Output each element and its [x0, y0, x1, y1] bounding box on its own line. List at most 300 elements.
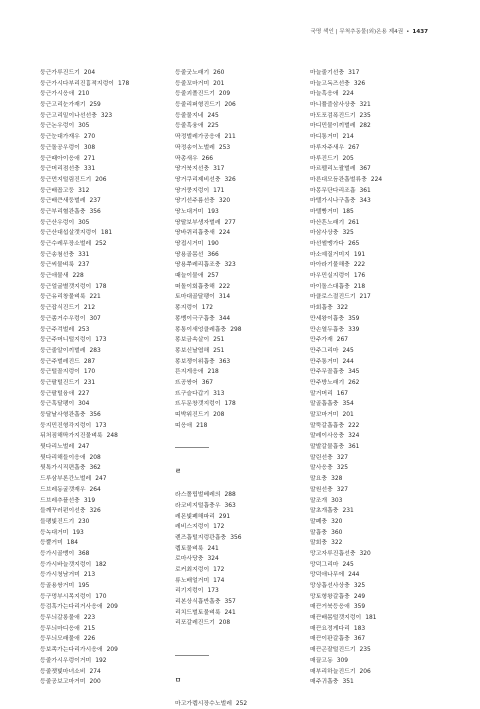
index-entry	[175, 68, 305, 79]
index-entry-term: 둥근애물새	[40, 273, 68, 279]
index-entry-page: 320	[219, 198, 230, 204]
index-entry-page: 326	[90, 508, 101, 514]
index-entry-term: 둥근때아이응애	[40, 156, 80, 162]
index-entry-page: 271	[84, 156, 95, 162]
index-entry	[40, 453, 170, 464]
index-entry-term: 둥근머리점선충	[40, 166, 80, 172]
index-entry-term: 말골흡흡충	[310, 401, 338, 407]
index-entry	[175, 597, 305, 608]
index-entry	[175, 100, 305, 111]
index-entry-page: 214	[342, 134, 353, 140]
spacer	[175, 688, 305, 699]
index-entry	[310, 463, 440, 474]
index-entry	[40, 121, 170, 132]
index-entry-page: 213	[84, 572, 95, 578]
index-entry-term: 똥통이새엉클레흡충	[175, 327, 226, 333]
index-entry-term: 둥지민진형각지렁이	[40, 423, 91, 429]
index-entry	[175, 303, 305, 314]
index-entry-term: 마루자주새우	[310, 145, 344, 151]
index-entry	[175, 260, 305, 271]
index-entry-page: 227	[78, 391, 89, 397]
index-entry-page: 231	[84, 380, 95, 386]
index-entry-term: 마디민물이끼벌레	[310, 123, 356, 129]
index-entry-page: 328	[331, 476, 342, 482]
index-entry-term: 류노배얼거미	[175, 578, 209, 584]
index-entry-page: 314	[219, 294, 230, 300]
index-entry-term: 로마사당충	[175, 556, 203, 562]
index-entry-page: 367	[354, 636, 365, 642]
index-entry-term: 둥달날사형관흡충	[40, 412, 86, 418]
index-entry	[175, 335, 305, 346]
index-entry	[310, 228, 440, 239]
index-entry	[310, 656, 440, 667]
index-entry-page: 262	[348, 380, 359, 386]
index-entry-term: 땅딸보부생자벌레	[175, 220, 221, 226]
index-entry-term: 땅기선주름선충	[175, 198, 215, 204]
index-entry	[175, 228, 305, 239]
index-entry	[310, 132, 440, 143]
index-entry	[40, 100, 170, 111]
index-entry	[175, 143, 305, 154]
index-entry	[310, 389, 440, 400]
index-entry-term: 땅용골몸선	[175, 252, 203, 258]
page-number: 1437	[412, 29, 428, 35]
index-entry	[310, 453, 440, 464]
index-entry	[40, 602, 170, 613]
index-entry	[310, 218, 440, 229]
index-entry-page: 245	[342, 348, 353, 354]
index-entry-term: 매끈거북등응애	[310, 604, 350, 610]
index-entry-term: 딱총새우	[175, 156, 198, 162]
index-entry-term: 둥근주벌레진드	[40, 359, 80, 365]
index-entry	[40, 656, 170, 667]
index-entry-page: 224	[371, 177, 382, 183]
index-entry	[175, 608, 305, 619]
index-entry-page: 184	[67, 540, 78, 546]
index-entry-page: 226	[84, 636, 95, 642]
index-entry-page: 356	[230, 535, 241, 541]
index-entry-page: 247	[78, 444, 89, 450]
index-entry-page: 201	[213, 81, 224, 87]
index-entry-term: 등가시바늘갯지렁이	[40, 562, 91, 568]
index-entry-term: 말뚝갈흡흡충	[310, 423, 344, 429]
index-entry-term: 망상흡선사상충	[310, 583, 350, 589]
index-entry	[310, 325, 440, 336]
index-entry-term: 마도포검폭진드기	[310, 113, 356, 119]
index-entry-page: 201	[342, 412, 353, 418]
index-entry-page: 323	[225, 262, 236, 268]
index-entry	[310, 634, 440, 645]
index-entry-term: 둥근씨물벼룩	[40, 262, 74, 268]
index-entry	[310, 121, 440, 132]
index-entry-page: 204	[84, 70, 95, 76]
index-column-2	[175, 68, 305, 709]
index-entry-term: 로커최지렁이	[175, 567, 209, 573]
header-title: 국명 색인 | 무척추동물(외)온용 제4권	[311, 29, 404, 35]
index-entry	[310, 399, 440, 410]
index-entry	[175, 132, 305, 143]
index-entry-term: 등줄꼬마거미	[175, 81, 209, 87]
index-entry-term: 딱정벌레가공응애	[175, 134, 221, 140]
index-entry	[40, 367, 170, 378]
index-entry-term: 마우민실지렁이	[310, 273, 350, 279]
index-entry-term: 똥보금속살이	[175, 337, 209, 343]
index-entry-page: 225	[207, 123, 218, 129]
index-entry-page: 326	[354, 81, 365, 87]
index-entry	[40, 325, 170, 336]
index-entry-page: 170	[84, 369, 95, 375]
index-entry-term: 매끈요정게다리	[310, 626, 350, 632]
index-entry-page: 265	[348, 241, 359, 247]
index-entry-page: 357	[225, 599, 236, 605]
index-entry-term: 마늘줄기선충	[310, 70, 344, 76]
index-entry-page: 206	[95, 177, 106, 183]
index-entry	[40, 549, 170, 560]
index-entry-term: 등줄가시우렁이거미	[40, 658, 91, 664]
index-entry-term: 뒷톡가시직편흡충	[40, 465, 86, 471]
index-entry-term: 만주통거미	[310, 359, 338, 365]
index-entry-term: 둥근고리눈가재기	[40, 102, 86, 108]
index-entry-page: 326	[225, 177, 236, 183]
index-entry-page: 327	[337, 487, 348, 493]
index-entry-term: 등뿔거미	[40, 540, 63, 546]
index-entry-term: 리포갈레진드기	[175, 620, 215, 626]
index-entry	[40, 79, 170, 90]
index-entry	[40, 292, 170, 303]
index-entry	[40, 303, 170, 314]
index-entry-term: 마늘흑응애	[310, 91, 338, 97]
index-entry	[40, 442, 170, 453]
index-entry	[40, 282, 170, 293]
index-entry-page: 362	[90, 465, 101, 471]
header-separator: •	[406, 29, 409, 35]
index-entry	[40, 410, 170, 421]
index-entry	[310, 303, 440, 314]
index-entry	[175, 565, 305, 576]
index-entry-page: 208	[90, 455, 101, 461]
index-entry	[310, 421, 440, 432]
index-entry	[310, 250, 440, 261]
index-entry-page: 222	[348, 423, 359, 429]
index-entry	[40, 207, 170, 218]
index-entry-term: 렌즈흡털지렁관흡충	[175, 535, 226, 541]
index-entry-page: 367	[202, 380, 213, 386]
index-entry	[175, 121, 305, 132]
index-entry-page: 261	[348, 220, 359, 226]
index-entry-term: 뒷다리해들이응애	[40, 455, 86, 461]
index-entry-term: 둥근가루진드기	[40, 70, 80, 76]
index-entry	[175, 533, 305, 544]
index-entry-term: 망덕애나무에	[310, 572, 344, 578]
index-entry-page: 298	[230, 327, 241, 333]
index-entry	[175, 421, 305, 432]
index-entry-page: 249	[354, 594, 365, 600]
index-entry	[175, 250, 305, 261]
index-entry-term: 만주무꼴흡충	[310, 369, 344, 375]
index-entry-page: 206	[225, 102, 236, 108]
index-entry-term: 렙토물벼룩	[175, 546, 203, 552]
index-entry-term: 만손열두흡충	[310, 327, 344, 333]
index-entry	[175, 512, 305, 523]
index-entry-term: 뜬지게응애	[175, 369, 203, 375]
index-entry-term: 마니퓰즐삼사상충	[310, 102, 356, 108]
index-entry	[310, 164, 440, 175]
index-entry-page: 368	[78, 551, 89, 557]
index-entry	[40, 335, 170, 346]
index-entry	[310, 431, 440, 442]
index-entry-page: 356	[90, 412, 101, 418]
index-entry	[175, 699, 305, 709]
index-entry	[40, 624, 170, 635]
index-entry-term: 라스폴립벌베레의	[175, 492, 221, 498]
index-entry-page: 252	[95, 241, 106, 247]
index-entry-page: 361	[360, 188, 371, 194]
index-entry-page: 251	[213, 348, 224, 354]
index-entry-page: 305	[78, 123, 89, 129]
index-entry-page: 171	[213, 188, 224, 194]
index-entry-term: 둥근산우렁이	[40, 220, 74, 226]
index-entry-term: 리본상식흡반흡충	[175, 599, 221, 605]
index-entry-term: 둥근주걱벌레	[40, 327, 74, 333]
index-entry-term: 마소예질거미지	[310, 252, 350, 258]
index-entry	[40, 560, 170, 571]
index-entry-term: 등검혹가는다리거사응애	[40, 604, 103, 610]
index-entry-term: 마클로스절진드기	[310, 294, 356, 300]
index-entry-term: 등보족가는다리가시응애	[40, 647, 103, 653]
index-entry-term: 등줄굿노래기	[175, 70, 209, 76]
index-entry	[175, 544, 305, 555]
index-entry-term: 뒤처짐해딱가지진물벼룩	[40, 433, 103, 439]
index-entry-page: 247	[95, 476, 106, 482]
index-entry-page: 327	[337, 455, 348, 461]
index-entry-term: 떠돌이회흡충해	[175, 284, 215, 290]
index-entry	[310, 271, 440, 282]
index-entry-page: 305	[78, 220, 89, 226]
index-entry-term: 말꼬마거미	[310, 412, 338, 418]
index-entry-page: 325	[342, 230, 353, 236]
index-entry	[40, 667, 170, 678]
index-entry	[40, 538, 170, 549]
index-column-3	[310, 68, 440, 688]
index-entry-page: 209	[107, 647, 118, 653]
index-entry-page: 313	[213, 391, 224, 397]
index-entry	[175, 282, 305, 293]
spacer	[175, 453, 305, 464]
index-entry	[40, 506, 170, 517]
index-entry-page: 287	[84, 359, 95, 365]
index-entry	[310, 367, 440, 378]
index-entry-page: 241	[207, 546, 218, 552]
index-entry-page: 351	[342, 679, 353, 685]
index-entry-page: 324	[207, 556, 218, 562]
index-entry-page: 308	[84, 145, 95, 151]
running-header	[311, 27, 428, 35]
index-entry-page: 191	[354, 252, 365, 258]
index-entry-page: 215	[84, 626, 95, 632]
index-entry	[310, 143, 440, 154]
index-entry-term: 둥근유리창물벼룩	[40, 294, 86, 300]
index-entry-term: 뜨두문창갯지렁이	[175, 401, 221, 407]
index-entry-term: 말회충	[310, 540, 327, 546]
index-entry	[310, 89, 440, 100]
index-entry-page: 210	[78, 91, 89, 97]
index-entry	[40, 570, 170, 581]
index-entry	[175, 618, 305, 629]
index-entry	[310, 314, 440, 325]
index-entry-term: 둥근산대섭살갯지렁이	[40, 230, 97, 236]
index-entry-page: 224	[219, 230, 230, 236]
index-entry-term: 들깨꾸러펀이선충	[40, 508, 86, 514]
index-entry-page: 325	[354, 583, 365, 589]
index-entry	[175, 367, 305, 378]
index-entry-term: 레몬빛폐해파리	[175, 514, 215, 520]
index-entry-page: 172	[213, 524, 224, 530]
index-entry	[310, 549, 440, 560]
index-entry-page: 253	[78, 327, 89, 333]
index-entry	[175, 79, 305, 90]
index-entry	[175, 586, 305, 597]
index-entry	[40, 186, 170, 197]
index-entry-term: 등무늬마디응애	[40, 626, 80, 632]
index-entry-term: 리기지렁이	[175, 588, 203, 594]
index-entry-page: 173	[95, 423, 106, 429]
index-entry-term: 등줄공보고마거미	[40, 679, 86, 685]
index-entry-page: 167	[337, 391, 348, 397]
index-entry	[40, 346, 170, 357]
index-entry-page: 317	[213, 166, 224, 172]
spacer	[175, 479, 305, 490]
index-entry	[310, 528, 440, 539]
index-entry	[40, 175, 170, 186]
index-entry-page: 356	[90, 209, 101, 215]
index-entry-term: 둥근수레무장소벌레	[40, 241, 91, 247]
index-entry-page: 212	[84, 305, 95, 311]
index-entry-term: 둥근주머니털지렁이	[40, 337, 91, 343]
index-entry-term: 땅노대거미	[175, 209, 203, 215]
section-heading: ㅁ	[175, 672, 305, 688]
index-entry-page: 283	[90, 348, 101, 354]
index-entry	[310, 292, 440, 303]
index-entry	[175, 389, 305, 400]
index-entry	[175, 186, 305, 197]
index-entry-term: 땅거쿠리제비선충	[175, 177, 221, 183]
index-entry-page: 173	[95, 337, 106, 343]
index-entry	[175, 522, 305, 533]
index-entry-term: 둥근혹달팽이	[40, 401, 74, 407]
index-entry	[40, 164, 170, 175]
index-entry	[40, 357, 170, 368]
index-entry-page: 363	[219, 359, 230, 365]
spacer	[175, 629, 305, 640]
index-entry	[175, 111, 305, 122]
index-entry-term: 말레이사응충	[310, 433, 344, 439]
index-entry-page: 317	[348, 70, 359, 76]
index-entry-page: 312	[78, 188, 89, 194]
index-entry-term: 마루진드기	[310, 156, 338, 162]
index-entry-term: 말초개흡충	[310, 508, 338, 514]
index-entry	[40, 271, 170, 282]
index-entry-term: 말린선충	[310, 455, 333, 461]
index-entry-page: 230	[78, 519, 89, 525]
index-entry	[40, 485, 170, 496]
index-entry	[40, 389, 170, 400]
spacer	[175, 431, 305, 442]
index-entry-page: 339	[348, 327, 359, 333]
index-entry-page: 366	[207, 252, 218, 258]
index-entry-page: 217	[360, 294, 371, 300]
index-entry-term: 들팽빛진드기	[40, 519, 74, 525]
index-entry-page: 277	[225, 220, 236, 226]
index-entry-term: 둥근가시응애	[40, 91, 74, 97]
index-entry-page: 174	[213, 578, 224, 584]
index-entry	[40, 399, 170, 410]
index-entry-term: 둥근잡식진드기	[40, 305, 80, 311]
index-entry-term: 마늘고독즈선충	[310, 81, 350, 87]
index-entry-page: 307	[90, 316, 101, 322]
section-divider	[175, 650, 305, 661]
index-entry-page: 222	[219, 284, 230, 290]
index-entry-term: 등줄흑융애	[175, 123, 203, 129]
index-entry-page: 195	[78, 583, 89, 589]
index-entry-page: 237	[90, 198, 101, 204]
index-entry-term: 둥근부리혈관흡충	[40, 209, 86, 215]
index-entry	[40, 592, 170, 603]
index-entry-page: 205	[342, 156, 353, 162]
index-entry-page: 218	[196, 423, 207, 429]
index-entry-term: 마르펠리노괄벌레	[310, 166, 356, 172]
index-entry-term: 말원선충	[310, 487, 333, 493]
index-entry	[175, 196, 305, 207]
index-entry-term: 띠응애	[175, 423, 192, 429]
index-entry-term: 똥벵이극구흡충	[175, 316, 215, 322]
section-divider	[175, 442, 305, 453]
index-entry-term: 등가시골뱅이	[40, 551, 74, 557]
index-entry-page: 252	[236, 701, 247, 707]
index-entry-page: 193	[72, 530, 83, 536]
index-entry-page: 200	[90, 679, 101, 685]
index-entry	[175, 410, 305, 421]
index-entry	[175, 325, 305, 336]
index-entry-term: 매부리하늘진드기	[310, 669, 356, 675]
index-entry	[310, 442, 440, 453]
index-entry-page: 322	[331, 540, 342, 546]
index-entry-term: 등줄잿빛마녀소비	[40, 669, 86, 675]
index-entry-term: 둥근눈대가재우	[40, 134, 80, 140]
index-entry	[40, 218, 170, 229]
index-entry	[175, 154, 305, 165]
index-entry-page: 208	[219, 620, 230, 626]
index-entry-term: 마선썰맹가다	[310, 241, 344, 247]
index-entry	[40, 463, 170, 474]
index-entry	[175, 576, 305, 587]
index-entry	[175, 175, 305, 186]
index-entry-page: 170	[95, 594, 106, 600]
index-entry-page: 309	[337, 658, 348, 664]
index-entry-page: 260	[213, 70, 224, 76]
index-entry-page: 331	[78, 252, 89, 258]
index-entry	[175, 207, 305, 218]
index-entry-page: 323	[101, 113, 112, 119]
index-entry-term: 등구멍부시목지렁이	[40, 594, 91, 600]
index-entry-page: 223	[84, 615, 95, 621]
index-entry-term: 둥근배큰새둥벌레	[40, 198, 86, 204]
index-entry-page: 241	[225, 610, 236, 616]
index-entry-term: 말요충	[310, 476, 327, 482]
index-entry-page: 360	[331, 530, 342, 536]
index-entry-page: 206	[360, 669, 371, 675]
index-entry-term: 만주가재	[310, 337, 333, 343]
index-entry	[310, 79, 440, 90]
